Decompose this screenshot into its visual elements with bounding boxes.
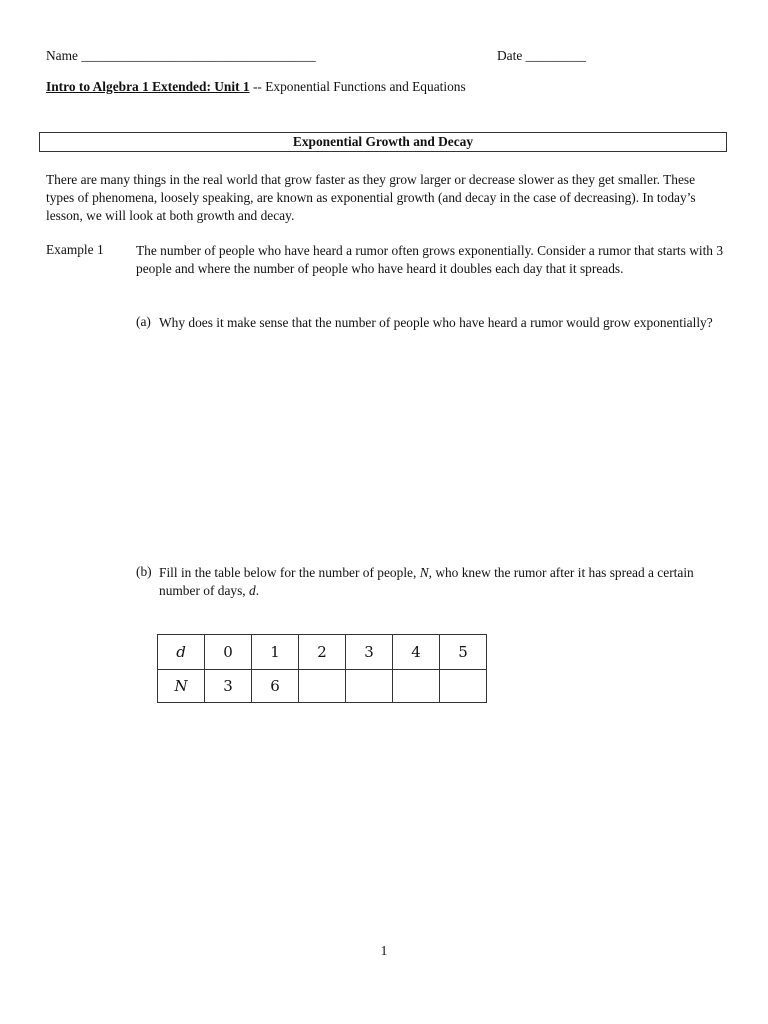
date-blank: _________ [525, 48, 586, 63]
section-title: Exponential Growth and Decay [292, 134, 474, 149]
name-field [46, 48, 316, 64]
part-a-letter: (a) [136, 314, 151, 329]
date-label: Date [497, 48, 523, 63]
name-blank: ___________________________________ [81, 48, 316, 63]
table-cell: 1 [252, 635, 299, 670]
rumor-table [157, 634, 487, 703]
table-cell: 6 [252, 670, 299, 703]
part-b-text-3: . [255, 583, 260, 598]
section-title-box [39, 132, 727, 152]
unit-title: Exponential Functions and Equations [265, 79, 466, 94]
table-cell: 5 [440, 635, 487, 670]
part-b-letter: (b) [136, 564, 152, 579]
example-1-label: Example 1 [46, 242, 104, 257]
date-field [497, 48, 586, 64]
intro-paragraph: There are many things in the real world that grow faster as they grow larger or decrease slower as they get smaller. These types of phenomena, loosely speaking, are known as exponential growth (and decay in the case of decreasing). In today’s lesson, we will look at both growth and decay. [46, 172, 696, 223]
table-cell: 2 [299, 635, 346, 670]
course-title: Intro to Algebra 1 Extended: Unit 1 [46, 79, 250, 94]
example-1-text: The number of people who have heard a rumor often grows exponentially. Consider a rumor that starts with 3 people and where the number of people who have heard it doubles each day that it spreads. [136, 243, 724, 276]
unit-heading [46, 79, 466, 95]
name-label: Name [46, 48, 78, 63]
variable-d: d [249, 583, 256, 598]
part-b-text-1: Fill in the table below for the number of people, [159, 565, 420, 580]
table-cell-blank[interactable] [393, 670, 440, 703]
part-a-question: Why does it make sense that the number of people who have heard a rumor would grow exponentially? [159, 315, 713, 330]
table-row-days [158, 635, 487, 670]
part-b-question [159, 564, 729, 600]
table-cell-blank[interactable] [346, 670, 393, 703]
table-row-people [158, 670, 487, 703]
table-cell-blank[interactable] [299, 670, 346, 703]
table-header-n: N [158, 670, 205, 703]
table-header-d: d [158, 635, 205, 670]
heading-separator: -- [249, 79, 266, 94]
page-number: 1 [380, 943, 388, 958]
table-cell: 3 [205, 670, 252, 703]
table-cell-blank[interactable] [440, 670, 487, 703]
table-cell: 4 [393, 635, 440, 670]
table-cell: 3 [346, 635, 393, 670]
variable-n: N [419, 565, 429, 580]
part-b-text-2: , who knew the rumor after it has spread a certain number of days, [159, 565, 694, 598]
table-cell: 0 [205, 635, 252, 670]
